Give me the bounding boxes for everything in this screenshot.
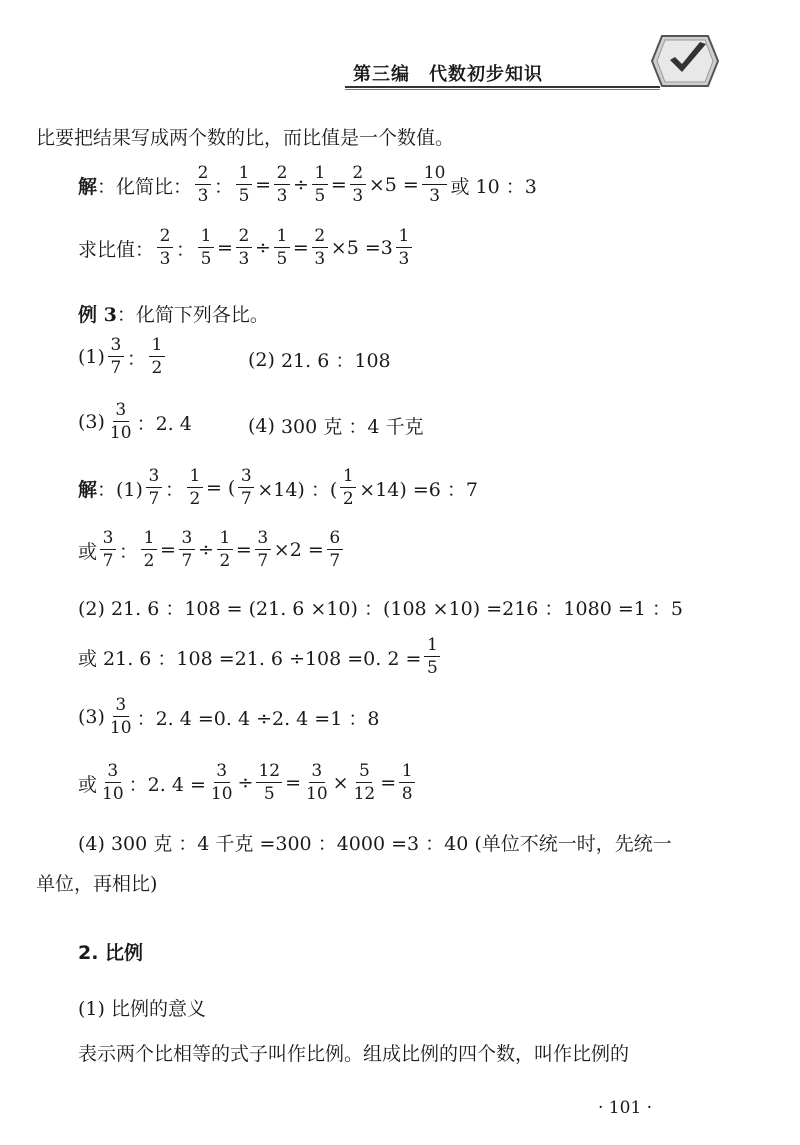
fraction: $\frac{1}{5}$: [312, 165, 328, 205]
solution-label: 解: [78, 175, 98, 198]
fraction: $\frac{3}{7}$: [179, 530, 195, 570]
running-header: 第三编 代数初步知识: [353, 64, 543, 85]
solution-3-alt-1: 或 $\frac{3}{7}$ ： $\frac{1}{2}$ = $\frac{3}{7}$ ÷ $\frac{1}{2}$ = $\frac{3}{7}$ ×2 = $\frac{6}{7}$: [78, 530, 346, 570]
fraction: $\frac{3}{10}$: [109, 400, 132, 443]
fraction: $\frac{3}{10}$: [102, 761, 124, 804]
fraction: $\frac{1}{5}$: [236, 165, 252, 205]
exercise-item-2: (2) 21. 6 ：108: [248, 348, 391, 372]
fraction: $\frac{1}{5}$: [274, 228, 290, 268]
fraction: $\frac{1}{2}$: [217, 530, 233, 570]
solution-3-part-2: (2) 21. 6 ：108 = (21. 6 ×10) ：(108 ×10) =216 ：1080 =1 ：5: [78, 598, 683, 620]
fraction: $\frac{1}{5}$: [424, 637, 440, 677]
fraction: $\frac{3}{7}$: [108, 337, 124, 377]
ratio-value-line: 求比值： $\frac{2}{3}$ ： $\frac{1}{5}$ = $\frac{2}{3}$ ÷ $\frac{1}{5}$ = $\frac{2}{3}$ ×5 = 3 $\frac{1}{3}$: [78, 228, 415, 268]
fraction: $\frac{2}{3}$: [312, 228, 328, 268]
fraction: $\frac{3}{10}$: [109, 695, 132, 738]
fraction: $\frac{2}{3}$: [236, 228, 252, 268]
fraction: $\frac{3}{10}$: [210, 761, 233, 804]
fraction: $\frac{3}{7}$: [255, 530, 271, 570]
fraction: $\frac{1}{3}$: [396, 228, 412, 268]
fraction: $\frac{3}{7}$: [146, 468, 162, 508]
fraction: $\frac{12}{5}$: [258, 761, 281, 804]
fraction: $\frac{3}{7}$: [100, 530, 116, 570]
fraction: $\frac{1}{2}$: [340, 468, 356, 508]
solution-3-part-1: 解 ：(1) $\frac{3}{7}$ ： $\frac{1}{2}$ = ( $\frac{3}{7}$ ×14) ：( $\frac{1}{2}$ ×14) =6 ：7: [78, 466, 478, 509]
fraction: $\frac{2}{3}$: [157, 228, 173, 268]
solution-3-part-4: (4) 300 克 ：4 千克 =300 ：4000 =3 ：40 (单位不统一时，先统一: [78, 833, 672, 855]
fraction: $\frac{10}{3}$: [423, 163, 446, 206]
exercise-item-4: (4) 300 克 ：4 千克: [248, 414, 424, 438]
fraction: $\frac{6}{7}$: [327, 530, 343, 570]
solution-3-alt-3: 或 $\frac{3}{10}$ ：2. 4 = $\frac{3}{10}$ ÷ $\frac{12}{5}$ = $\frac{3}{10}$ × $\frac{5}{12}$ = $\frac{1}{8}$: [78, 763, 418, 803]
fraction: $\frac{1}{2}$: [149, 337, 165, 377]
fraction: $\frac{1}{2}$: [141, 530, 157, 570]
header-rule-thin: [345, 89, 660, 90]
fraction: $\frac{1}{8}$: [399, 763, 415, 803]
intro-text: 比要把结果写成两个数的比，而比值是一个数值。: [36, 127, 455, 149]
example-3-heading: 例 3 ：化简下列各比。: [78, 304, 269, 326]
solution-3-alt-2: 或 21. 6 ：108 =21. 6 ÷108 =0. 2 = $\frac{1}{5}$: [78, 637, 443, 677]
fraction: $\frac{2}{3}$: [274, 165, 290, 205]
fraction: $\frac{2}{3}$: [350, 165, 366, 205]
header-rule: [345, 86, 660, 88]
fraction: $\frac{3}{7}$: [238, 468, 254, 508]
body-paragraph: 表示两个比相等的式子叫作比例。组成比例的四个数，叫作比例的: [78, 1043, 630, 1065]
solution-3-part-4-cont: 单位，再相比): [36, 873, 158, 895]
solution-simplify-line: 解 ： 化简比： $\frac{2}{3}$ ： $\frac{1}{5}$ = $\frac{2}{3}$ ÷ $\frac{1}{5}$ = $\frac{2}{3}$ ×5 = $\frac{10}{3}$ 或 10 ：3: [78, 163, 537, 206]
subsection-heading: (1) 比例的意义: [78, 998, 206, 1020]
exercise-item-3: (3) $\frac{3}{10}$ ：2. 4: [78, 400, 192, 443]
section-heading-proportion: 2. 比例: [78, 942, 144, 964]
exercise-item-1: (1) $\frac{3}{7}$ ： $\frac{1}{2}$: [78, 337, 168, 377]
solution-3-part-3: (3) $\frac{3}{10}$ ：2. 4 =0. 4 ÷2. 4 =1 ：8: [78, 695, 380, 738]
fraction: $\frac{1}{5}$: [198, 228, 214, 268]
fraction: $\frac{2}{3}$: [195, 165, 211, 205]
fraction: $\frac{3}{10}$: [306, 761, 328, 804]
fraction: $\frac{1}{2}$: [187, 468, 203, 508]
page-number: · 101 ·: [598, 1098, 653, 1118]
checkmark-badge-icon: [650, 30, 720, 92]
fraction: $\frac{5}{12}$: [353, 761, 376, 804]
